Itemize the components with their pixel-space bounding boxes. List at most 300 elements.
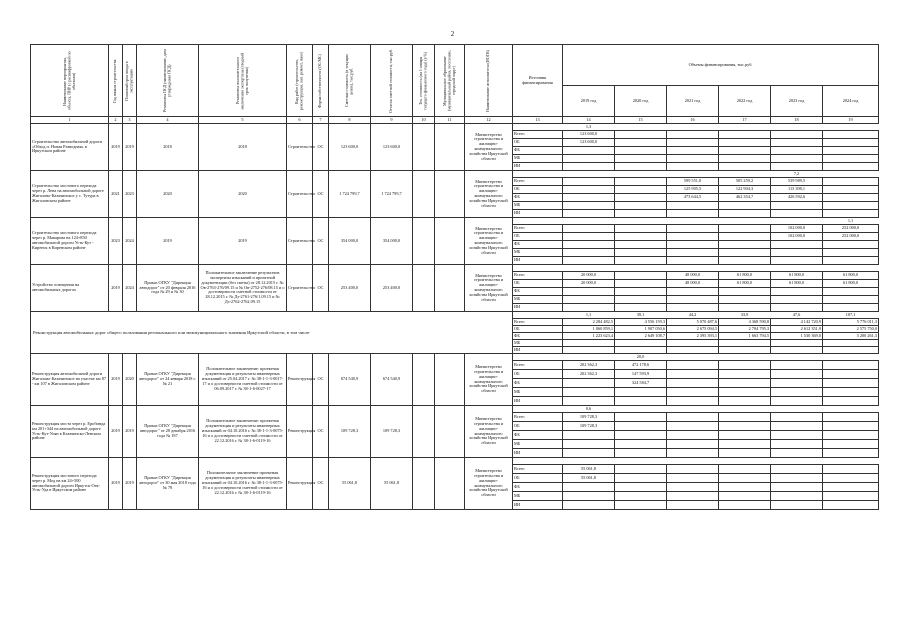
source-label: ИИ — [513, 304, 563, 312]
amount-cell — [563, 194, 615, 202]
executor: Министерство строительства и жилищно-коммунального хозяйства Иркутской области — [465, 124, 513, 171]
amount-cell — [823, 163, 879, 171]
amount-cell: 3 200 261,3 — [823, 333, 879, 340]
amount-cell — [771, 340, 823, 347]
amount-cell — [823, 288, 879, 296]
readiness-percent — [823, 354, 879, 361]
column-number: 13 — [513, 117, 563, 124]
start-year: 2021 — [109, 171, 123, 218]
amount-cell — [667, 249, 719, 257]
amount-cell — [771, 413, 823, 422]
section-title: Реконструкция автомобильных дорог общего пользования регионального или межмуниципального значения Иркутской области, в том числе — [31, 312, 513, 354]
amount-cell — [615, 397, 667, 406]
column-number: 9 — [371, 117, 413, 124]
header-executor: Наименование исполнителя (ИОГВ) — [485, 49, 491, 112]
project-name: Строительство мостового перехода через р. Макарова на 124+850 автомобильной дороги Усть-Кут - Киренск в Киренском районе — [31, 218, 109, 265]
amount-cell: 102 000,0 — [771, 233, 823, 241]
amount-cell — [615, 449, 667, 458]
readiness-percent — [563, 218, 615, 225]
start-year: 2019 — [109, 458, 123, 510]
source-label: ОБ — [513, 233, 563, 241]
amount-cell — [667, 202, 719, 210]
header-year: 2024 год — [823, 86, 879, 117]
psd-details: 2020 — [137, 171, 199, 218]
amount-cell — [771, 304, 823, 312]
amount-cell — [615, 431, 667, 440]
page-number: 2 — [450, 30, 455, 38]
amount-cell — [615, 288, 667, 296]
amount-cell — [667, 233, 719, 241]
amount-cell — [823, 304, 879, 312]
readiness — [413, 124, 435, 171]
source-label: ИИ — [513, 397, 563, 406]
readiness — [413, 458, 435, 510]
readiness-percent — [719, 218, 771, 225]
executor: Министерство строительства и жилищно-коммунального хозяйства Иркутской области — [465, 265, 513, 312]
column-number: 1 — [31, 117, 109, 124]
header-source: Источник финансирования — [513, 45, 563, 117]
source-label: ФБ — [513, 333, 563, 340]
column-number: 4 — [137, 117, 199, 124]
amount-cell — [823, 397, 879, 406]
header-year: 2021 год — [667, 86, 719, 117]
source-label: Всего — [513, 131, 563, 139]
source-blank — [513, 124, 563, 131]
readiness-percent — [563, 265, 615, 272]
readiness-percent — [615, 124, 667, 131]
amount-cell — [823, 492, 879, 501]
readiness-percent — [719, 354, 771, 361]
amount-cell: 122 904,3 — [719, 186, 771, 194]
readiness-percent: 47,6 — [792, 311, 801, 317]
amount-cell — [771, 397, 823, 406]
amount-cell — [667, 147, 719, 155]
amount-cell — [771, 131, 823, 139]
amount-cell — [823, 388, 879, 397]
amount-cell — [667, 492, 719, 501]
estimated-cost: 1 724 799,7 — [329, 171, 371, 218]
amount-cell — [615, 202, 667, 210]
amount-cell — [667, 340, 719, 347]
amount-cell — [615, 186, 667, 194]
amount-cell: 147 593,9 — [615, 370, 667, 379]
amount-cell: 5 070 487,6 — [667, 319, 719, 326]
amount-cell — [667, 501, 719, 510]
remaining-cost: 123 600,0 — [371, 124, 413, 171]
source-label: МБ — [513, 340, 563, 347]
source-label: Всего — [513, 272, 563, 280]
estimated-cost: 674 540,9 — [329, 354, 371, 406]
amount-cell: 113 398,1 — [771, 186, 823, 194]
ownership: ОС — [313, 406, 329, 458]
column-number: 17 — [719, 117, 771, 124]
readiness-percent: 44,2 — [688, 311, 697, 317]
estimated-cost: 109 728,3 — [329, 406, 371, 458]
amount-cell — [823, 202, 879, 210]
column-number: 7 — [313, 117, 329, 124]
work-type: Строительство — [287, 218, 313, 265]
work-type: Реконструкция — [287, 458, 313, 510]
amount-cell — [771, 202, 823, 210]
source-label: ОБ — [513, 186, 563, 194]
amount-cell — [667, 347, 719, 354]
amount-cell — [771, 155, 823, 163]
amount-cell — [563, 347, 615, 354]
amount-cell — [563, 225, 615, 233]
source-label: Всего — [513, 413, 563, 422]
work-type: Реконструкция — [287, 354, 313, 406]
readiness-percent: 20,0 — [636, 353, 645, 359]
executor: Министерство строительства и жилищно-коммунального хозяйства Иркутской области — [465, 218, 513, 265]
amount-cell — [771, 288, 823, 296]
amount-cell: 324 584,7 — [615, 379, 667, 388]
amount-cell — [615, 272, 667, 280]
project-row — [31, 265, 879, 272]
readiness-percent — [667, 124, 719, 131]
readiness — [413, 354, 435, 406]
amount-cell — [823, 241, 879, 249]
amount-cell — [667, 370, 719, 379]
amount-cell — [667, 431, 719, 440]
amount-cell: 20 000,0 — [563, 272, 615, 280]
amount-cell — [719, 449, 771, 458]
amount-cell — [823, 483, 879, 492]
executor: Министерство строительства и жилищно-коммунального хозяйства Иркутской области — [465, 354, 513, 406]
amount-cell — [615, 210, 667, 218]
amount-cell — [823, 139, 879, 147]
amount-cell — [615, 483, 667, 492]
source-blank — [513, 312, 563, 319]
amount-cell — [667, 304, 719, 312]
amount-cell — [771, 422, 823, 431]
source-label: МБ — [513, 492, 563, 501]
readiness-percent — [667, 458, 719, 465]
readiness-percent: 0,6 — [585, 405, 592, 411]
amount-cell — [563, 233, 615, 241]
amount-cell — [719, 304, 771, 312]
amount-cell — [667, 131, 719, 139]
municipality — [435, 124, 465, 171]
amount-cell — [563, 288, 615, 296]
start-year: 2019 — [109, 354, 123, 406]
readiness-percent — [823, 171, 879, 178]
source-label: Всего — [513, 361, 563, 370]
finish-year: 2019 — [123, 406, 137, 458]
amount-cell: 109 728,3 — [563, 413, 615, 422]
amount-cell — [667, 155, 719, 163]
amount-cell — [823, 131, 879, 139]
amount-cell — [667, 449, 719, 458]
header-work-type: Вид работ (строительство, реконструкция, кап. ремонт, иное) — [294, 51, 304, 110]
amount-cell: 2 612 351,9 — [771, 326, 823, 333]
source-label: ОБ — [513, 139, 563, 147]
source-label: ФБ — [513, 241, 563, 249]
amount-cell — [667, 440, 719, 449]
finish-year: 2019 — [123, 124, 137, 171]
amount-cell — [563, 155, 615, 163]
amount-cell: 252 000,0 — [823, 233, 879, 241]
amount-cell — [771, 361, 823, 370]
project-name: Строительство мостового перехода через р. Лена на автомобильной дороге Жигалово-Казачинское у с. Тутура в Жигаловском районе — [31, 171, 109, 218]
amount-cell — [667, 139, 719, 147]
amount-cell: 48 000,0 — [667, 272, 719, 280]
amount-cell — [615, 249, 667, 257]
amount-cell: 61 800,0 — [823, 272, 879, 280]
amount-cell — [615, 296, 667, 304]
header-financing: Объемы финансирования, тыс.руб. — [563, 45, 879, 86]
municipality — [435, 265, 465, 312]
amount-cell: 48 000,0 — [667, 280, 719, 288]
amount-cell — [563, 388, 615, 397]
ownership: ОС — [313, 171, 329, 218]
psd-details: 2019 — [137, 218, 199, 265]
amount-cell — [771, 147, 823, 155]
amount-cell — [667, 422, 719, 431]
project-name: Строительство автомобильной дороги «Обход п. Новая Разводная» в Иркутском районе — [31, 124, 109, 171]
source-blank — [513, 171, 563, 178]
amount-cell: 252 000,0 — [823, 225, 879, 233]
psd-details: Приказ ОГКУ "Дирекция автодорог" от 28 декабря 2016 года № 187 — [137, 406, 199, 458]
amount-cell — [563, 449, 615, 458]
column-number: 6 — [287, 117, 313, 124]
readiness — [413, 406, 435, 458]
executor: Министерство строительства и жилищно-коммунального хозяйства Иркутской области — [465, 406, 513, 458]
amount-cell — [615, 233, 667, 241]
column-number: 19 — [823, 117, 879, 124]
amount-cell — [563, 257, 615, 265]
amount-cell: 473 644,5 — [667, 194, 719, 202]
expertise-details: Положительное заключение: проектная документация и результаты инженерных изысканий от 25.04.2017 г. № 38-1-1-3-0017-17 и о достоверности сметной стоимости от 06.09.2017 г. № 38-1-6-0027-17 — [199, 354, 287, 406]
amount-cell: 55 061,8 — [563, 465, 615, 474]
expertise-details: Положительное заключение проектная документация и результаты инженерных изысканий от 04.10.2016 г. № 38-1-1-3-0075-16 и о достоверности сметной стоимости от 22.12.2016 г. № 38-1-6-0119-16 — [199, 458, 287, 510]
readiness-percent — [719, 124, 771, 131]
header-municipality: Муниципальное образование (муниципальный район, поселение, городской округ) — [441, 50, 456, 111]
project-name: Устройство освещения на автомобильных дорогах — [31, 265, 109, 312]
amount-cell — [667, 361, 719, 370]
amount-cell — [667, 163, 719, 171]
expertise-details: 2020 — [199, 171, 287, 218]
header-year: 2022 год — [719, 86, 771, 117]
source-label: ФБ — [513, 288, 563, 296]
amount-cell — [615, 147, 667, 155]
amount-cell — [615, 501, 667, 510]
column-number: 14 — [563, 117, 615, 124]
amount-cell: 1 530 369,0 — [771, 333, 823, 340]
source-label: Всего — [513, 178, 563, 186]
amount-cell — [771, 370, 823, 379]
amount-cell — [563, 202, 615, 210]
estimated-cost: 253 400,0 — [329, 265, 371, 312]
amount-cell: 4 142 720,9 — [771, 319, 823, 326]
amount-cell — [563, 501, 615, 510]
amount-cell — [615, 155, 667, 163]
amount-cell — [771, 241, 823, 249]
estimated-cost: 123 600,0 — [329, 124, 371, 171]
amount-cell — [719, 379, 771, 388]
column-number: 15 — [615, 117, 667, 124]
source-label: Всего — [513, 225, 563, 233]
source-label: ФБ — [513, 431, 563, 440]
amount-cell — [719, 233, 771, 241]
amount-cell: 109 728,3 — [563, 422, 615, 431]
amount-cell — [563, 178, 615, 186]
amount-cell — [667, 413, 719, 422]
readiness-percent — [719, 406, 771, 413]
ownership: ОС — [313, 124, 329, 171]
start-year: 2023 — [109, 218, 123, 265]
amount-cell: 61 800,0 — [823, 280, 879, 288]
source-label: ФБ — [513, 147, 563, 155]
amount-cell — [563, 186, 615, 194]
readiness-percent — [823, 458, 879, 465]
psd-details: Приказ ОГКУ "Дирекция автодорог" от 30 мая 2018 года № 78 — [137, 458, 199, 510]
column-number: 5 — [199, 117, 287, 124]
municipality — [435, 406, 465, 458]
amount-cell — [823, 296, 879, 304]
amount-cell — [771, 492, 823, 501]
start-year: 2019 — [109, 124, 123, 171]
amount-cell — [823, 147, 879, 155]
header-start: Год начала строительства — [112, 58, 118, 103]
amount-cell — [719, 361, 771, 370]
amount-cell: 1 663 794,5 — [719, 333, 771, 340]
source-label: ИИ — [513, 501, 563, 510]
amount-cell — [719, 288, 771, 296]
readiness-percent: 1,1 — [585, 311, 592, 317]
source-label: ИИ — [513, 449, 563, 458]
amount-cell — [823, 474, 879, 483]
executor: Министерство строительства и жилищно-коммунального хозяйства Иркутской области — [465, 458, 513, 510]
readiness-percent — [667, 406, 719, 413]
source-label: МБ — [513, 296, 563, 304]
amount-cell — [771, 347, 823, 354]
amount-cell — [823, 257, 879, 265]
amount-cell — [615, 340, 667, 347]
amount-cell: 5 776 011,3 — [823, 319, 879, 326]
readiness-percent: 39,1 — [636, 311, 645, 317]
work-type: Реконструкция — [287, 406, 313, 458]
amount-cell — [719, 431, 771, 440]
project-name: Реконструкция моста через р. Еробинда км 201+344 на автомобильной дороге Усть-Кут-Уоян в Казачинско-Ленском районе — [31, 406, 109, 458]
readiness-percent — [771, 354, 823, 361]
source-blank — [513, 265, 563, 272]
amount-cell — [563, 147, 615, 155]
amount-cell — [563, 492, 615, 501]
amount-cell — [719, 257, 771, 265]
column-number: 16 — [667, 117, 719, 124]
finish-year: 2024 — [123, 218, 137, 265]
source-label: МБ — [513, 249, 563, 257]
amount-cell — [563, 397, 615, 406]
project-name: Реконструкция автомобильной дороги Жигалово-Казачинское на участке км 87 - км 107 в Жигаловском районе — [31, 354, 109, 406]
column-number: 8 — [329, 117, 371, 124]
amount-cell — [771, 388, 823, 397]
amount-cell — [719, 139, 771, 147]
readiness-percent — [823, 406, 879, 413]
column-number: 12 — [465, 117, 513, 124]
source-label: ИИ — [513, 257, 563, 265]
source-label: МБ — [513, 155, 563, 163]
start-year: 2019 — [109, 265, 123, 312]
section-row — [31, 312, 879, 319]
readiness-percent — [771, 265, 823, 272]
source-label: ОБ — [513, 474, 563, 483]
amount-cell: 4 368 590,8 — [719, 319, 771, 326]
amount-cell — [719, 131, 771, 139]
header-readiness: Тех. готовность (на 1 января текущего финансового года) (в %) — [418, 51, 428, 110]
amount-cell — [719, 296, 771, 304]
expertise-details: 2018 — [199, 124, 287, 171]
readiness — [413, 171, 435, 218]
readiness-percent: 1,3 — [585, 123, 592, 129]
amount-cell — [823, 186, 879, 194]
ownership: ОС — [313, 354, 329, 406]
readiness-percent — [667, 265, 719, 272]
amount-cell — [719, 422, 771, 431]
amount-cell — [615, 422, 667, 431]
readiness-percent — [719, 458, 771, 465]
amount-cell — [823, 194, 879, 202]
amount-cell — [719, 501, 771, 510]
amount-cell: 599 551,0 — [667, 178, 719, 186]
amount-cell: 61 800,0 — [719, 272, 771, 280]
municipality — [435, 354, 465, 406]
amount-cell — [719, 163, 771, 171]
readiness-percent — [615, 265, 667, 272]
amount-cell — [719, 241, 771, 249]
readiness-percent: 33,9 — [740, 311, 749, 317]
amount-cell — [615, 304, 667, 312]
amount-cell — [823, 449, 879, 458]
amount-cell — [823, 465, 879, 474]
amount-cell — [615, 257, 667, 265]
amount-cell — [771, 139, 823, 147]
amount-cell — [615, 474, 667, 483]
readiness-percent — [771, 406, 823, 413]
psd-details: 2018 — [137, 124, 199, 171]
readiness-percent — [667, 218, 719, 225]
amount-cell — [615, 388, 667, 397]
amount-cell — [615, 131, 667, 139]
header-name: Наименование мероприятия, объекта, ПИР (с расшифровкой по объектам) — [61, 51, 76, 110]
amount-cell — [823, 501, 879, 510]
amount-cell — [719, 440, 771, 449]
municipality — [435, 171, 465, 218]
amount-cell — [719, 210, 771, 218]
amount-cell — [563, 210, 615, 218]
remaining-cost: 109 728,3 — [371, 406, 413, 458]
amount-cell: 55 061,8 — [563, 474, 615, 483]
work-type: Строительство — [287, 171, 313, 218]
amount-cell — [771, 465, 823, 474]
work-type: Строительство — [287, 265, 313, 312]
column-number: 10 — [413, 117, 435, 124]
amount-cell — [667, 257, 719, 265]
project-row — [31, 406, 879, 413]
estimated-cost: 55 061,8 — [329, 458, 371, 510]
header-psd: Реквизиты ПСД (наименование, дата утверждения ПСД) — [162, 49, 172, 112]
amount-cell — [771, 474, 823, 483]
amount-cell — [719, 483, 771, 492]
readiness — [413, 218, 435, 265]
amount-cell — [771, 379, 823, 388]
municipality — [435, 458, 465, 510]
remaining-cost: 55 061,8 — [371, 458, 413, 510]
amount-cell — [563, 379, 615, 388]
amount-cell — [823, 431, 879, 440]
amount-cell — [719, 388, 771, 397]
amount-cell — [563, 440, 615, 449]
